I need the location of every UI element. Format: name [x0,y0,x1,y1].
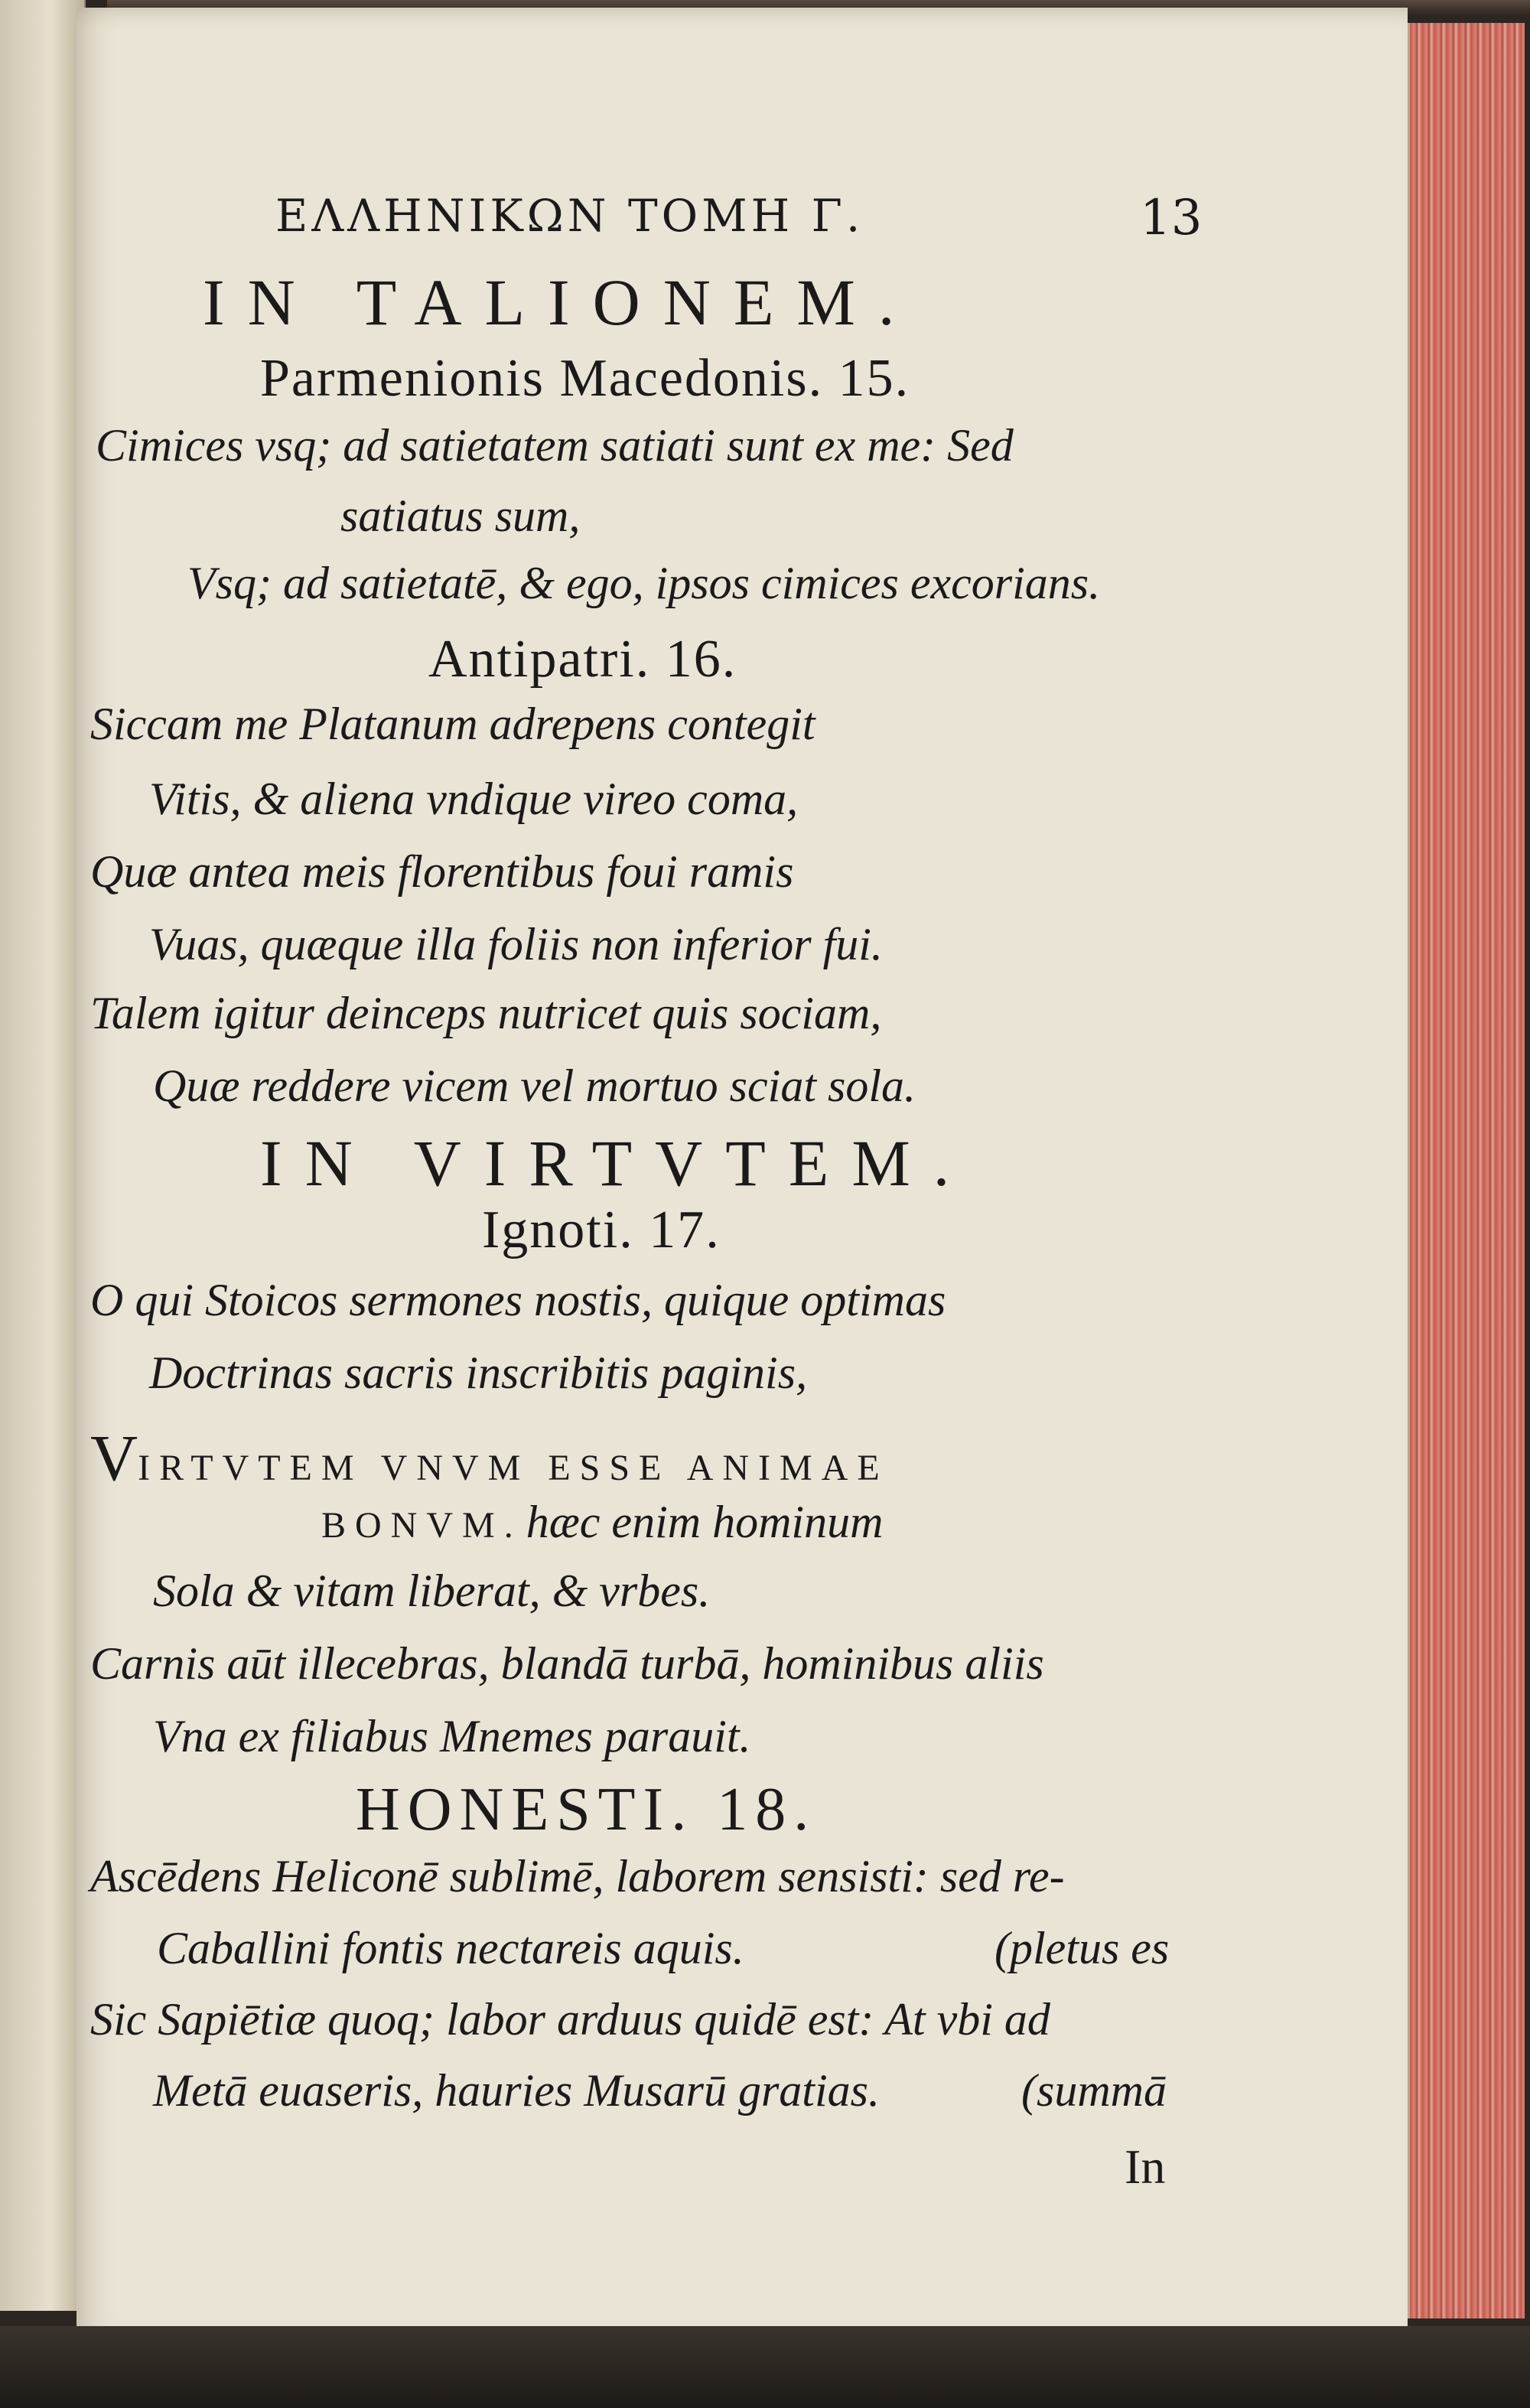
capitalized-line [90,1419,889,1496]
facing-page-edge [0,0,86,2311]
section-heading-honesti: HONESTI. 18. [356,1776,817,1843]
page-number: 13 [1140,190,1203,246]
verse-line: Quæ antea meis florentibus foui ramis [90,846,794,897]
verse-line: Carnis aūt illecebras, blandā turbā, hominibus aliis [90,1638,1044,1689]
verse-line: Sic Sapiētiæ quoq; labor arduus quidē est: At vbi ad [90,1994,1050,2045]
verse-fragment: hæc enim hominum [526,1497,884,1547]
verse-line: Quæ reddere vicem vel mortuo sciat sola. [153,1061,916,1111]
verse-line: Caballini fontis nectareis aquis. [157,1923,744,1973]
verse-line: Cimices vsq; ad satietatem satiati sunt ex me: Sed [96,420,1014,471]
verse-line: Siccam me Platanum adrepens contegit [90,699,815,749]
section-heading-virtutem: IN VIRTVTEM. [260,1126,973,1200]
verse-line: Vuas, quæque illa foliis non inferior fui. [149,919,883,969]
running-title: ΕΛΛΗΝΙΚΩΝ ΤΟΜΗ Γ. [275,190,864,242]
verse-line: Vna ex filiabus Mnemes parauit. [153,1711,751,1761]
verse-line: Vitis, & aliena vndique vireo coma, [149,774,799,824]
verse-line: Talem igitur deinceps nutricet quis sociam, [90,988,882,1038]
section-heading-talionem: IN TALIONEM. [203,266,918,339]
verse-line: satiatus sum, [340,490,581,541]
red-page-edges [1408,23,1525,2318]
book-binding-bottom [0,2326,1530,2408]
verse-line: Vsq; ad satietatē, & ego, ipsos cimices excorians. [187,558,1101,608]
initial-letter: V [90,1421,138,1494]
capitalized-line-2 [321,1496,883,1549]
verse-line: Sola & vitam liberat, & vrbes. [153,1566,711,1616]
verse-line: O qui Stoicos sermones nostis, quique optimas [90,1275,946,1325]
attribution-ignoti: Ignoti. 17. [482,1201,721,1259]
capitals-text: IRTVTEM VNVM ESSE ANIMAE [138,1448,889,1488]
verse-line: Doctrinas sacris inscribitis paginis, [149,1347,808,1398]
verse-line: Ascēdens Heliconē sublimē, laborem sensisti: sed re- [90,1851,1065,1901]
attribution-antipater: Antipatri. 16. [428,630,737,689]
verse-turnover: (pletus es [994,1923,1170,1973]
attribution-parmenion: Parmenionis Macedonis. 15. [260,349,910,408]
capitals-text: BONVM. [321,1505,522,1546]
verse-turnover: (summā [1021,2065,1167,2116]
verse-line: Metā euaseris, hauries Musarū gratias. [153,2065,880,2116]
catchword: In [1125,2139,1166,2194]
